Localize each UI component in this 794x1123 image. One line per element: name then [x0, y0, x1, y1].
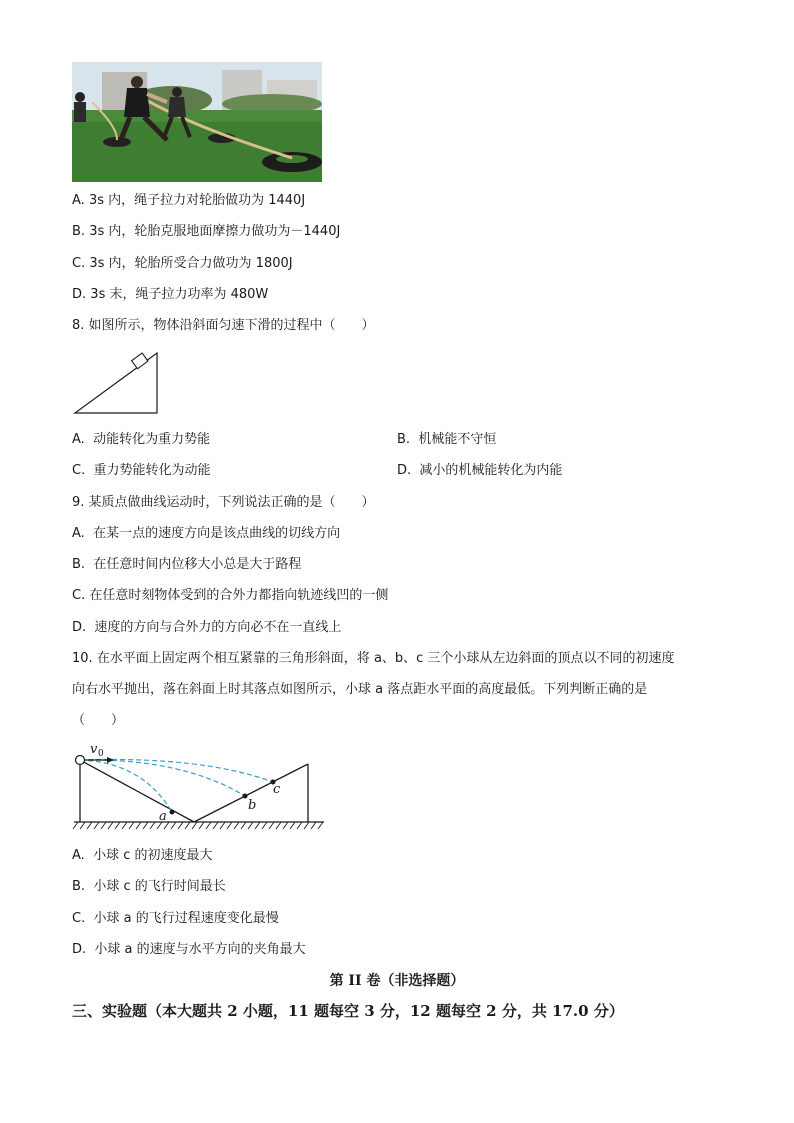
q10-option-b: B. 小球 c 的飞行时间最长: [72, 879, 226, 894]
point-b-label: b: [248, 798, 257, 813]
point-c-label: c: [273, 782, 281, 797]
q7-option-c: C. 3s 内，轮胎所受合力做功为 1800J: [72, 256, 293, 271]
q9-stem: 9. 某质点做曲线运动时，下列说法正确的是（ ）: [72, 495, 375, 510]
q8-option-a: A. 动能转化为重力势能: [72, 432, 211, 447]
q7-option-a: A. 3s 内，绳子拉力对轮胎做功为 1440J: [72, 193, 306, 208]
point-a-label: a: [159, 809, 167, 824]
v0-label: v: [90, 742, 98, 757]
q10-option-a: A. 小球 c 的初速度最大: [72, 848, 213, 863]
q9-option-c: C. 在任意时刻物体受到的合外力都指向轨迹线凹的一侧: [72, 588, 389, 603]
q9-option-b: B. 在任意时间内位移大小总是大于路程: [72, 557, 302, 572]
q7-option-d: D. 3s 末，绳子拉力功率为 480W: [72, 287, 269, 302]
q10-stem-line2: 向右水平抛出，落在斜面上时其落点如图所示，小球 a 落点距水平面的高度最低。下列判断正确的是: [72, 682, 648, 697]
q10-stem-line3: （ ）: [72, 713, 125, 728]
q10-option-c: C. 小球 a 的飞行过程速度变化最慢: [72, 911, 279, 926]
q7-option-b: B. 3s 内，轮胎克服地面摩擦力做功为－1440J: [72, 224, 341, 239]
q10-stem-line1: 10. 在水平面上固定两个相互紧靠的三角形斜面，将 a、b、c 三个小球从左边斜面的顶点以不同的初速度: [72, 651, 675, 666]
v0-subscript: 0: [98, 749, 104, 759]
q8-option-d: D. 减小的机械能转化为内能: [397, 463, 563, 478]
incline-figure: [72, 348, 162, 418]
q9-option-d: D. 速度的方向与合外力的方向必不在一直线上: [72, 620, 342, 635]
q8-option-b: B. 机械能不守恒: [397, 432, 497, 447]
section-3-title: 三、实验题（本大题共 2 小题，11 题每空 3 分，12 题每空 2 分，共 17.0 分）: [72, 1002, 624, 1020]
section-2-title: 第 II 卷（非选择题）: [329, 973, 465, 989]
projectile-figure: [72, 740, 328, 832]
tire-pulling-photo: [72, 62, 322, 182]
q9-option-a: A. 在某一点的速度方向是该点曲线的切线方向: [72, 526, 341, 541]
q8-stem: 8. 如图所示，物体沿斜面匀速下滑的过程中（ ）: [72, 318, 375, 333]
q10-option-d: D. 小球 a 的速度与水平方向的夹角最大: [72, 942, 306, 957]
q8-option-c: C. 重力势能转化为动能: [72, 463, 211, 478]
